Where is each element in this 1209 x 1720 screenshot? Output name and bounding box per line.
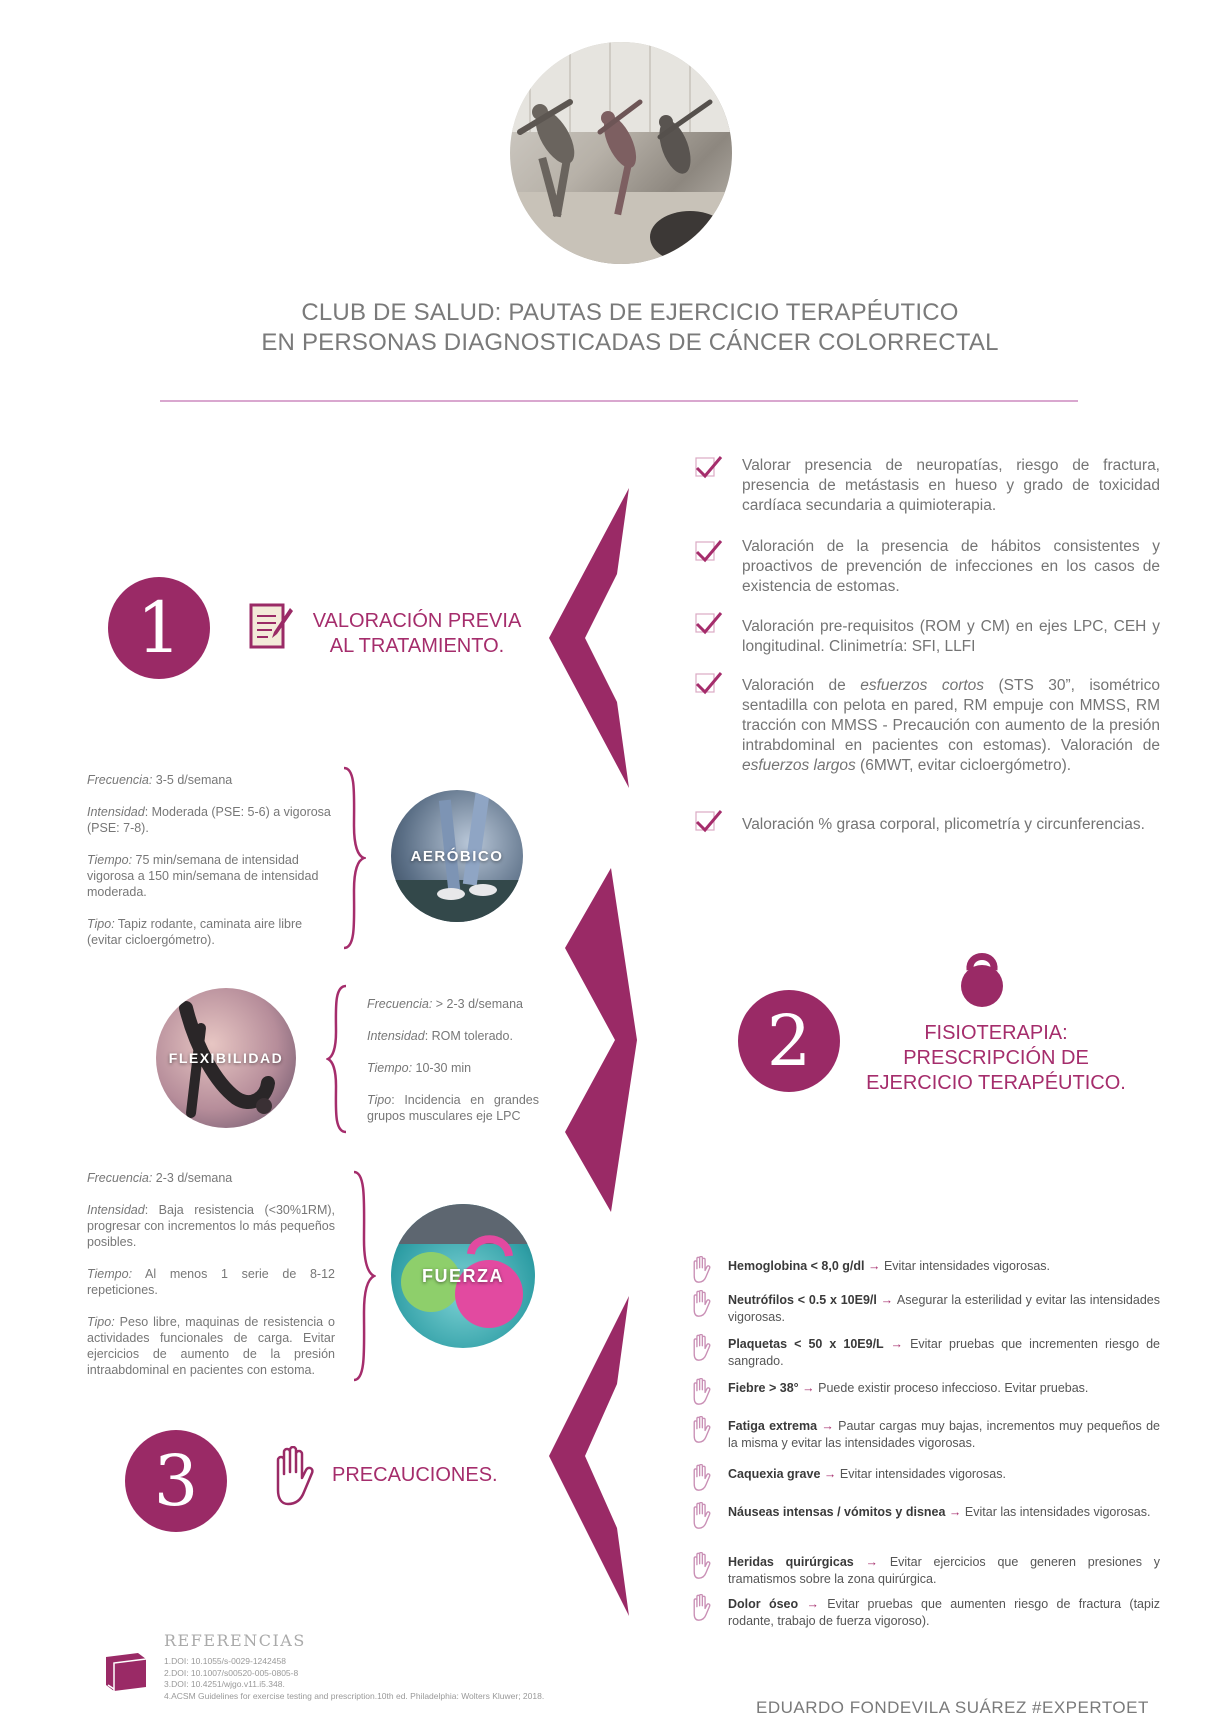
- page-title: [150, 298, 1110, 358]
- precaution-action: Asegurar la esterilidad y evitar las intensidades vigorosas.: [728, 1293, 1160, 1324]
- arrow-right-icon: →: [883, 1337, 911, 1351]
- references-list: [164, 1656, 604, 1702]
- section-1-title-line-2: AL TRATAMIENTO.: [329, 635, 505, 657]
- hand-stop-icon: [690, 1464, 712, 1492]
- arrow-right-icon: →: [798, 1597, 828, 1611]
- precaution-term: Caquexia grave: [728, 1467, 821, 1481]
- arrow-right-icon: →: [853, 1555, 890, 1569]
- stretching-people-illustration: [510, 42, 732, 264]
- precaution-action: Evitar pruebas que aumenten riesgo de fractura (tapiz rodante, trabajo de fuerza vigoroso).: [728, 1597, 1160, 1628]
- hero-stretching-photo: [510, 42, 732, 264]
- arrow-right-icon: →: [864, 1259, 884, 1273]
- item4-part-a: Valoración de: [742, 677, 861, 694]
- section-3-number: 3: [125, 1430, 227, 1532]
- param-value: > 2-3 d/semana: [432, 997, 523, 1011]
- param-value: : ROM tolerado.: [424, 1029, 513, 1043]
- precaution-text: [728, 1466, 1160, 1483]
- hand-stop-icon: [690, 1502, 712, 1530]
- precaution-term: Fatiga extrema: [728, 1419, 818, 1433]
- precaution-term: Heridas quirúrgicas: [728, 1555, 854, 1569]
- precaution-term: Plaquetas: [728, 1337, 788, 1351]
- curly-brace-right: [340, 766, 366, 950]
- section-bracket-chevrons: [545, 488, 645, 1718]
- precaution-text: [728, 1504, 1160, 1521]
- book-icon: [102, 1651, 150, 1693]
- param-value: Al menos 1 serie de 8-12 repeticiones.: [87, 1267, 335, 1297]
- checkmark-icon: [694, 610, 724, 636]
- curly-brace-right: [350, 1170, 376, 1382]
- param-key: Intensidad: [87, 1203, 145, 1217]
- hand-stop-icon: [690, 1416, 712, 1444]
- hand-stop-icon: [690, 1378, 712, 1406]
- title-divider: [160, 400, 1078, 402]
- item4-part-c: (STS 30”, isométrico sentadilla con pelota en pared, RM empuje con MMSS, RM tracción con MMSS - Precaución con aumento de la presión intrabdominal en pacientes con estomas). Valoración de: [742, 677, 1160, 754]
- param-key: Tiempo:: [87, 853, 133, 867]
- kettlebell-icon: [958, 948, 1006, 1008]
- section-3-title: PRECAUCIONES.: [332, 1464, 498, 1486]
- param-key: Frecuencia:: [87, 1171, 153, 1185]
- param-value: : Incidencia en grandes grupos musculares eje LPC: [367, 1093, 539, 1123]
- precaution-term: Fiebre: [728, 1381, 766, 1395]
- aerobico-params: [87, 772, 333, 964]
- references-title: REFERENCIAS: [164, 1631, 306, 1650]
- precaution-condition: < 50 x 10E9/L: [787, 1337, 884, 1351]
- title-line-1: CLUB DE SALUD: PAUTAS DE EJERCICIO TERAPÉUTICO: [301, 299, 959, 326]
- flexibilidad-label: FLEXIBILIDAD: [168, 1050, 284, 1066]
- precaution-text: [728, 1554, 1160, 1588]
- precaution-term: Neutrófilos: [728, 1293, 794, 1307]
- param-value: 2-3 d/semana: [152, 1171, 233, 1185]
- checkmark-icon: [694, 808, 724, 834]
- checkmark-icon: [694, 454, 724, 480]
- fuerza-label: FUERZA: [422, 1265, 504, 1286]
- precaution-text: [728, 1380, 1160, 1397]
- reference-line: 3.DOI: 10.4251/wjgo.v11.i5.348.: [164, 1679, 285, 1689]
- param-value: 10-30 min: [412, 1061, 472, 1075]
- curly-brace-left: [326, 984, 348, 1134]
- reference-line: 2.DOI: 10.1007/s00520-005-0805-8: [164, 1667, 299, 1678]
- item4-esfuerzos-cortos: esfuerzos cortos: [860, 677, 985, 694]
- clipboard-pen-icon: [248, 602, 294, 652]
- flexibilidad-params: [367, 996, 539, 1140]
- checklist-item: Valorar presencia de neuropatías, riesgo de fractura, presencia de metástasis en hueso y grado de toxicidad cardíaca secundaria a quimioterapia.: [742, 457, 1160, 514]
- hand-stop-icon: [270, 1446, 316, 1508]
- checklist-item: Valoración de la presencia de hábitos consistentes y proactivos de prevención de infecciones en los casos de existencia de estomas.: [742, 538, 1160, 595]
- precaution-action: Evitar las intensidades vigorosas.: [964, 1505, 1151, 1519]
- param-key: Frecuencia:: [87, 773, 153, 787]
- aerobico-photo: [391, 790, 523, 922]
- fuerza-params: [87, 1170, 335, 1394]
- param-key: Intensidad: [87, 805, 145, 819]
- param-value: : Baja resistencia (<30%1RM), progresar con incrementos lo más pequeños posibles.: [87, 1203, 335, 1249]
- precaution-text: [728, 1336, 1160, 1370]
- precaution-condition: < 0.5 x 10E9/l: [793, 1293, 877, 1307]
- checkmark-icon: [694, 670, 724, 696]
- param-key: Intensidad: [367, 1029, 425, 1043]
- param-value: Tapiz rodante, caminata aire libre (evitar cicloergómetro).: [87, 917, 303, 947]
- flexibilidad-photo: [156, 988, 296, 1128]
- precaution-action: Evitar ejercicios que generen presiones y tramatismos sobre la zona quirúrgica.: [728, 1555, 1160, 1586]
- section-2-title: [858, 1021, 1134, 1096]
- precaution-term: Náuseas intensas / vómitos y disnea: [728, 1505, 946, 1519]
- item4-part-e: (6MWT, evitar cicloergómetro).: [855, 757, 1072, 774]
- checklist-item: Valoración pre-requisitos (ROM y CM) en ejes LPC, CEH y longitudinal. Clinimetría: SFI, LLFI: [742, 618, 1160, 655]
- precaution-condition: < 8,0 g/dl: [807, 1259, 865, 1273]
- hand-stop-icon: [690, 1334, 712, 1362]
- section-2-title-line-1: FISIOTERAPIA:: [924, 1022, 1068, 1044]
- hand-stop-icon: [690, 1290, 712, 1318]
- precaution-text: [728, 1418, 1160, 1452]
- title-line-2: EN PERSONAS DIAGNOSTICADAS DE CÁNCER COLORRECTAL: [261, 329, 999, 356]
- hand-stop-icon: [690, 1594, 712, 1622]
- arrow-right-icon: →: [798, 1381, 819, 1395]
- precaution-text: [728, 1596, 1160, 1630]
- param-value: : Moderada (PSE: 5-6) a vigorosa (PSE: 7-8).: [87, 805, 331, 835]
- author-footer: EDUARDO FONDEVILA SUÁREZ #EXPERTOET: [756, 1698, 1149, 1717]
- param-key: Tiempo:: [367, 1061, 413, 1075]
- precaution-action: Puede existir proceso infeccioso. Evitar pruebas.: [818, 1381, 1089, 1395]
- param-key: Tipo:: [87, 917, 115, 931]
- param-key: Tiempo:: [87, 1267, 133, 1281]
- reference-line: 4.ACSM Guidelines for exercise testing and prescription.10th ed. Philadelphia: Wolters Kluwer; 2018.: [164, 1690, 545, 1701]
- precaution-condition: > 38°: [765, 1381, 799, 1395]
- hand-stop-icon: [690, 1552, 712, 1580]
- aerobico-label: AERÓBICO: [410, 847, 504, 865]
- precaution-term: Hemoglobina: [728, 1259, 808, 1273]
- param-key: Tipo:: [87, 1315, 115, 1329]
- section-2-number: 2: [738, 990, 840, 1092]
- chevron-left-3: [549, 1296, 629, 1616]
- precaution-action: Evitar intensidades vigorosas.: [839, 1467, 1006, 1481]
- chevron-left-1: [549, 488, 629, 788]
- precaution-text: [728, 1258, 1160, 1275]
- section-2-title-line-2: PRESCRIPCIÓN DE: [903, 1047, 1089, 1069]
- precaution-action: Evitar intensidades vigorosas.: [883, 1259, 1050, 1273]
- param-value: 75 min/semana de intensidad vigorosa a 150 min/semana de intensidad moderada.: [87, 853, 319, 899]
- param-key: Tipo: [367, 1093, 392, 1107]
- param-value: 3-5 d/semana: [152, 773, 233, 787]
- arrow-right-icon: →: [817, 1419, 839, 1433]
- arrow-right-icon: →: [876, 1293, 897, 1307]
- section-2-title-line-3: EJERCICIO TERAPÉUTICO.: [866, 1072, 1126, 1094]
- precaution-text: [728, 1292, 1160, 1326]
- hand-stop-icon: [690, 1256, 712, 1284]
- checklist-item: [742, 676, 1160, 776]
- reference-line: 1.DOI: 10.1055/s-0029-1242458: [164, 1656, 286, 1666]
- chevron-right-2: [565, 868, 637, 1212]
- arrow-right-icon: →: [820, 1467, 840, 1481]
- arrow-right-icon: →: [945, 1505, 965, 1519]
- checklist-item: Valoración % grasa corporal, plicometría y circunferencias.: [742, 816, 1145, 833]
- fuerza-photo: [391, 1204, 535, 1348]
- precaution-action: Evitar pruebas que incrementen riesgo de sangrado.: [728, 1337, 1160, 1368]
- precaution-term: Dolor óseo: [728, 1597, 799, 1611]
- checkmark-icon: [694, 538, 724, 564]
- item4-esfuerzos-largos: esfuerzos largos: [742, 757, 856, 774]
- section-1-title-line-1: VALORACIÓN PREVIA: [312, 610, 522, 632]
- precaution-action: Pautar cargas muy bajas, incrementos muy pequeños de la misma y evitar las intensidades vigorosas.: [728, 1419, 1160, 1450]
- section-1-title: [300, 609, 534, 659]
- param-key: Frecuencia:: [367, 997, 433, 1011]
- param-value: Peso libre, maquinas de resistencia o actividades funcionales de carga. Evitar ejercicios de aumento de la presión intraabdominal en pacientes con estoma.: [87, 1315, 335, 1377]
- section-1-number: 1: [108, 577, 210, 679]
